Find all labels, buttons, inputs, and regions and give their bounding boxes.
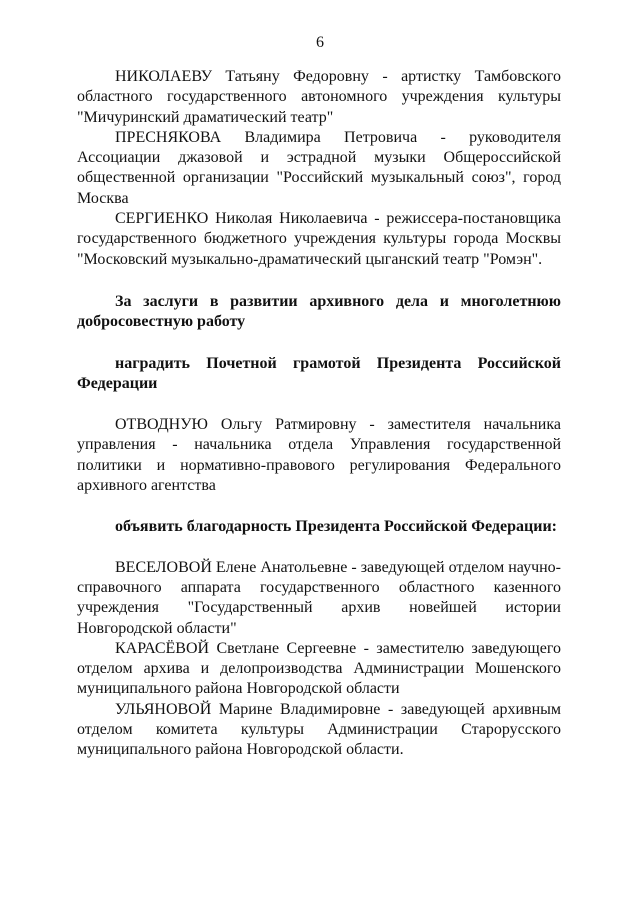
- decree-heading-award-certificate: наградить Почетной грамотой Президента Российской Федерации: [77, 354, 561, 392]
- section-spacer: [77, 496, 561, 517]
- section-spacer: [77, 270, 561, 292]
- gratitude-entry-karaseva: КАРАСЁВОЙ Светлане Сергеевне - заместителю заведующего отделом архива и делопроизводства Администрации Мошенского муниципального района Новгородской области: [77, 639, 561, 698]
- decree-heading-gratitude: объявить благодарность Президента Российской Федерации:: [115, 518, 557, 536]
- gratitude-entry-veselova: ВЕСЕЛОВОЙ Елене Анатольевне - заведующей отделом научно-справочного аппарата государственного областного казенного учреждения "Государственный архив новейшей истории Новгородской области": [77, 558, 561, 637]
- section-heading-archive-merits: За заслуги в развитии архивного дела и многолетнюю добросовестную работу: [77, 292, 561, 331]
- award-entry-otvodnaya: ОТВОДНУЮ Ольгу Ратмировну - заместителя начальника управления - начальника отдела Управления государственной политики и нормативно-правового регулирования Федерального архивного агентства: [77, 416, 561, 495]
- section-spacer: [77, 394, 561, 415]
- award-entry-presnyakov: ПРЕСНЯКОВА Владимира Петровича - руководителя Ассоциации джазовой и эстрадной музыки Общероссийской общественной организации "Российский музыкальный союз", город Москва: [77, 128, 561, 207]
- award-entry-nikolaeva: НИКОЛАЕВУ Татьяну Федоровну - артистку Тамбовского областного государственного автономного учреждения культуры "Мичуринский драматический театр": [77, 68, 561, 126]
- section-spacer: [77, 333, 561, 354]
- section-spacer: [77, 538, 561, 558]
- gratitude-entry-ulyanova: УЛЬЯНОВОЙ Марине Владимировне - заведующей архивным отделом комитета культуры Администрации Старорусского муниципального района Новгородской области.: [77, 700, 561, 759]
- award-entry-sergienko: СЕРГИЕНКО Николая Николаевича - режиссера-постановщика государственного бюджетного учреждения культуры города Москвы "Московский музыкально-драматический цыганский театр "Ромэн".: [77, 210, 561, 268]
- page-number: 6: [316, 34, 324, 51]
- document-body: [77, 67, 561, 761]
